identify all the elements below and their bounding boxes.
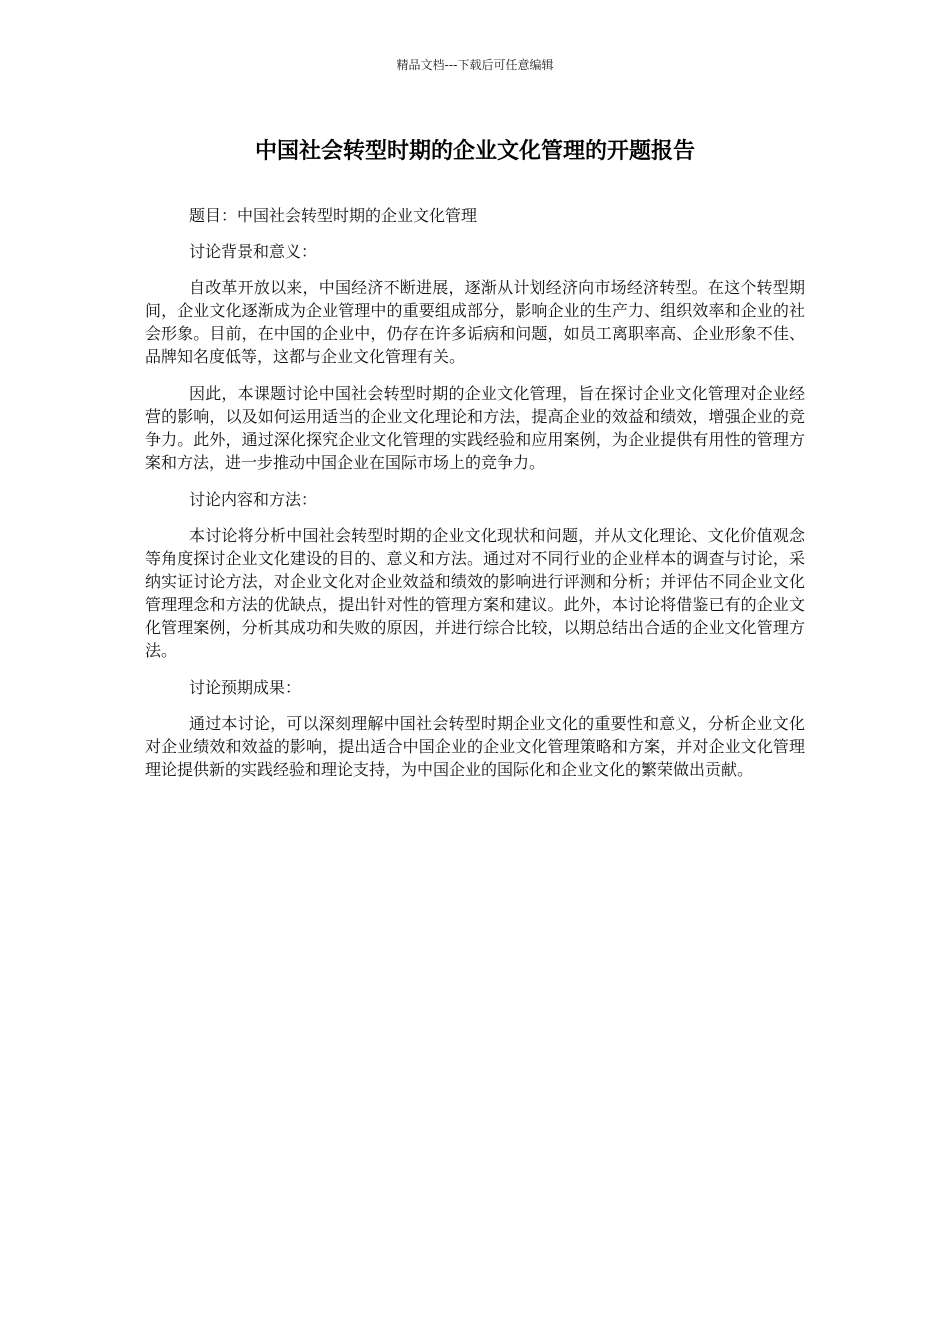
section-heading-methods: 讨论内容和方法：: [189, 490, 318, 509]
document-body: [145, 204, 805, 795]
paragraph-background-1: 自改革开放以来，中国经济不断进展，逐渐从计划经济向市场经济转型。在这个转型期间，企业文化逐渐成为企业管理中的重要组成部分，影响企业的生产力、组织效率和企业的社会形象。目前，在中国的企业中，仍存在许多诟病和问题，如员工离职率高、企业形象不佳、品牌知名度低等，这都与企业文化管理有关。: [145, 278, 805, 366]
topic-line: 题目：中国社会转型时期的企业文化管理: [189, 206, 478, 225]
paragraph-background-2: 因此，本课题讨论中国社会转型时期的企业文化管理，旨在探讨企业文化管理对企业经营的影响，以及如何运用适当的企业文化理论和方法，提高企业的效益和绩效，增强企业的竞争力。此外，通过深化探究企业文化管理的实践经验和应用案例，为企业提供有用性的管理方案和方法，进一步推动中国企业在国际市场上的竞争力。: [145, 384, 805, 472]
paragraph-methods: 本讨论将分析中国社会转型时期的企业文化现状和问题，并从文化理论、文化价值观念等角度探讨企业文化建设的目的、意义和方法。通过对不同行业的企业样本的调查与讨论，采纳实证讨论方法，对企业文化对企业效益和绩效的影响进行评测和分析；并评估不同企业文化管理理念和方法的优缺点，提出针对性的管理方案和建议。此外，本讨论将借鉴已有的企业文化管理案例，分析其成功和失败的原因，并进行综合比较，以期总结出合适的企业文化管理方法。: [145, 526, 805, 660]
paragraph-results: 通过本讨论，可以深刻理解中国社会转型时期企业文化的重要性和意义，分析企业文化对企业绩效和效益的影响，提出适合中国企业的企业文化管理策略和方案，并对企业文化管理理论提供新的实践经验和理论支持，为中国企业的国际化和企业文化的繁荣做出贡献。: [145, 714, 805, 779]
section-heading-background: 讨论背景和意义：: [189, 242, 318, 261]
section-heading-results: 讨论预期成果：: [189, 678, 302, 697]
document-title: 中国社会转型时期的企业文化管理的开题报告: [254, 139, 695, 164]
page-header-note: 精品文档---下载后可任意编辑: [396, 58, 554, 72]
